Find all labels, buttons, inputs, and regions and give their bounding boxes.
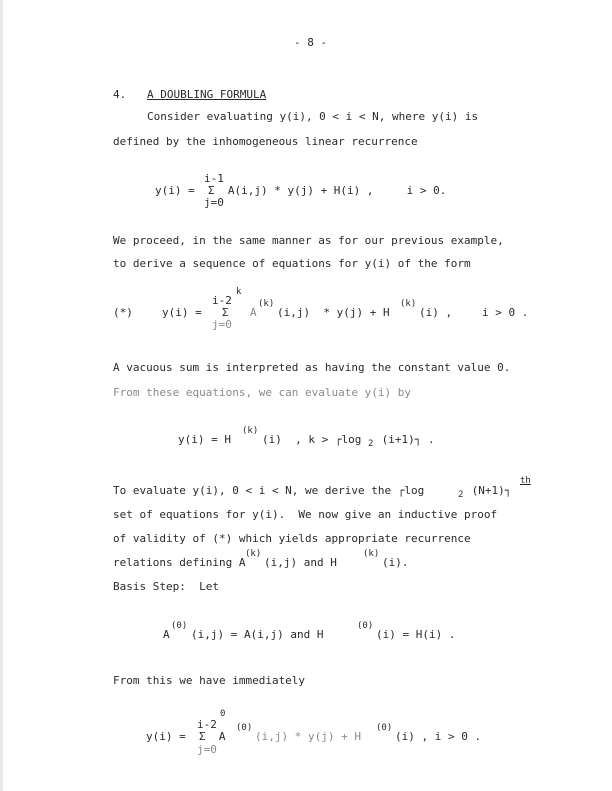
eq5-middle: (i,j) * y(j) + H <box>255 730 361 743</box>
eq4-a-superscript: (0) <box>171 621 188 631</box>
eq3-superscript: (k) <box>242 426 259 436</box>
para4-line3: of validity of (*) which yields appropriate recurrence <box>113 532 471 545</box>
para4-line4-start: relations defining A <box>113 556 246 569</box>
eq1-upper-limit: i-1 <box>204 172 224 185</box>
para4-line2: set of equations for y(i). We now give an inductive proof <box>113 508 498 521</box>
eq5-h-superscript: (0) <box>376 723 393 733</box>
para3-line2: From these equations, we can evaluate y(i) by <box>113 386 412 399</box>
eq2-upper-exponent: k <box>236 287 242 297</box>
para4-line4-superscript-h: (k) <box>363 549 380 559</box>
eq2-label: (*) <box>113 306 133 319</box>
eq5-rest: (i) , i > 0 . <box>395 730 482 743</box>
para4-line4-middle: (i,j) and H <box>264 556 337 569</box>
eq2-upper-limit: i-2 <box>212 294 232 307</box>
eq4-middle: (i,j) = A(i,j) and H <box>191 628 324 641</box>
eq2-h-superscript: (k) <box>400 299 417 309</box>
eq5-upper-exponent: 0 <box>220 709 226 719</box>
eq2-a-superscript: (k) <box>258 299 275 309</box>
eq4-rest: (i) = H(i) . <box>376 628 456 641</box>
eq3-lhs: y(i) = H <box>178 433 231 446</box>
eq1-lower-limit: j=0 <box>204 196 224 209</box>
para3-line1: A vacuous sum is interpreted as having the constant value 0. <box>113 361 511 374</box>
eq5-lhs: y(i) = Σ A <box>146 730 226 743</box>
page-left-edge <box>0 0 3 791</box>
section-title: A DOUBLING FORMULA <box>147 88 267 101</box>
eq2-condition: i > 0 . <box>482 306 529 319</box>
eq4-a: A <box>163 628 170 641</box>
para2-line2: to derive a sequence of equations for y(i) of the form <box>113 257 471 270</box>
para1-line2: defined by the inhomogeneous linear recurrence <box>113 135 418 148</box>
section-number: 4. <box>113 88 127 101</box>
eq2-sigma: Σ <box>222 306 229 319</box>
para2-line1: We proceed, in the same manner as for our previous example, <box>113 234 504 247</box>
para4-line1-superscript: th <box>520 476 531 486</box>
eq2-a: A <box>250 306 257 319</box>
eq3-rest: (i) , k > ┌log <box>262 433 362 446</box>
para4-line1-subscript: 2 <box>458 490 464 500</box>
basis-step-heading: Basis Step: Let <box>113 580 219 593</box>
eq2-h-args: (i) , <box>419 306 453 319</box>
para4-line1-end: (N+1)┐ <box>465 484 512 497</box>
eq5-lower-limit: j=0 <box>197 743 217 756</box>
eq2-lhs: y(i) = <box>162 306 202 319</box>
eq3-tail: (i+1)┐ . <box>375 433 435 446</box>
eq5-upper-limit: i-2 <box>197 718 217 731</box>
page-number: - 8 - <box>294 36 328 49</box>
eq4-h-superscript: (0) <box>357 621 374 631</box>
eq5-a-superscript: (0) <box>236 723 253 733</box>
eq2-a-args: (i,j) * y(j) + H <box>277 306 390 319</box>
para4-line4-superscript-a: (k) <box>245 549 262 559</box>
eq2-lower-limit: j=0 <box>212 318 232 331</box>
eq1-main: y(i) = Σ A(i,j) * y(j) + H(i) , i > 0. <box>155 184 447 197</box>
para4-line4-end: (i). <box>382 556 409 569</box>
eq3-subscript: 2 <box>368 439 374 449</box>
para4-line1-start: To evaluate y(i), 0 < i < N, we derive the ┌log <box>113 484 425 497</box>
para5-line1: From this we have immediately <box>113 674 306 687</box>
para1-line1: Consider evaluating y(i), 0 < i < N, where y(i) is <box>147 110 479 123</box>
